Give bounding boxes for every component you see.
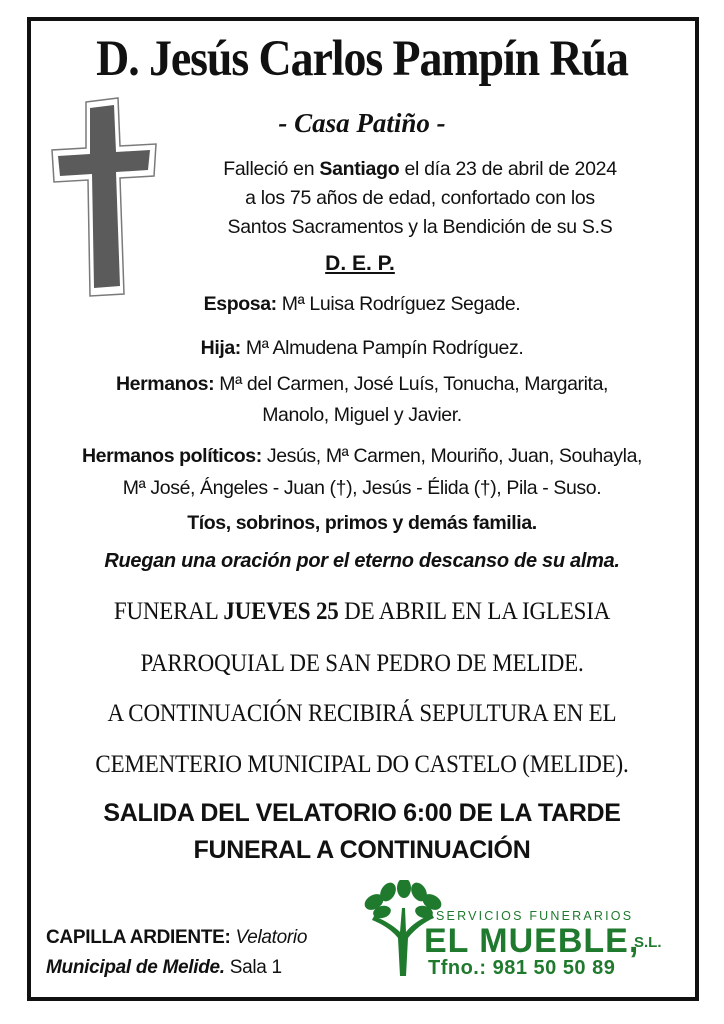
family-esposa: Esposa: Mª Luisa Rodríguez Segade. (203, 293, 521, 315)
logo-brand: EL MUEBLE, (424, 922, 640, 960)
family-hija: Hija: Mª Almudena Pampín Rodríguez. (200, 337, 524, 359)
capilla-line-2: Municipal de Melide. Sala 1 (46, 957, 282, 978)
intro-line-1: Falleció en Santiago el día 23 de abril de 2024 (223, 158, 617, 180)
intro-line-3: Santos Sacramentos y la Bendición de su S.S (227, 216, 613, 238)
logo-phone: Tfno.: 981 50 50 89 (428, 957, 616, 979)
death-place: Santiago (319, 158, 400, 180)
funeral-line-4: CEMENTERIO MUNICIPAL DO CASTELO (MELIDE). (95, 751, 629, 778)
dep-heading: D. E. P. (325, 252, 395, 275)
funeral-line-1: FUNERAL JUEVES 25 DE ABRIL EN LA IGLESIA (113, 598, 611, 625)
prayer: Ruegan una oración por el eterno descanso de su alma. (104, 550, 620, 572)
family-hermanos: Hermanos: Mª del Carmen, José Luís, Tonucha, Margarita, (115, 373, 609, 395)
family-politicos: Hermanos políticos: Jesús, Mª Carmen, Mouriño, Juan, Souhayla, (81, 445, 643, 467)
house-name: - Casa Patiño - (278, 108, 446, 138)
family-others: Tíos, sobrinos, primos y demás familia. (187, 512, 537, 534)
deceased-name: D. Jesús Carlos Pampín Rúa (96, 31, 628, 87)
funeral-line-2: PARROQUIAL DE SAN PEDRO DE MELIDE. (140, 650, 584, 677)
intro-line-2: a los 75 años de edad, confortado con los (245, 187, 595, 209)
family-hermanos-cont: Manolo, Miguel y Javier. (262, 404, 462, 426)
family-politicos-cont: Mª José, Ángeles - Juan (†), Jesús - Élida (†), Pila - Suso. (122, 477, 602, 499)
capilla-line-1: CAPILLA ARDIENTE: Velatorio (46, 927, 308, 948)
salida-line-1: SALIDA DEL VELATORIO 6:00 DE LA TARDE (103, 799, 621, 827)
logo-suffix: S.L. (634, 934, 662, 951)
logo-tagline: SERVICIOS FUNERARIOS (436, 909, 634, 923)
funeral-line-3: A CONTINUACIÓN RECIBIRÁ SEPULTURA EN EL (107, 700, 617, 727)
salida-line-2: FUNERAL A CONTINUACIÓN (193, 836, 531, 864)
